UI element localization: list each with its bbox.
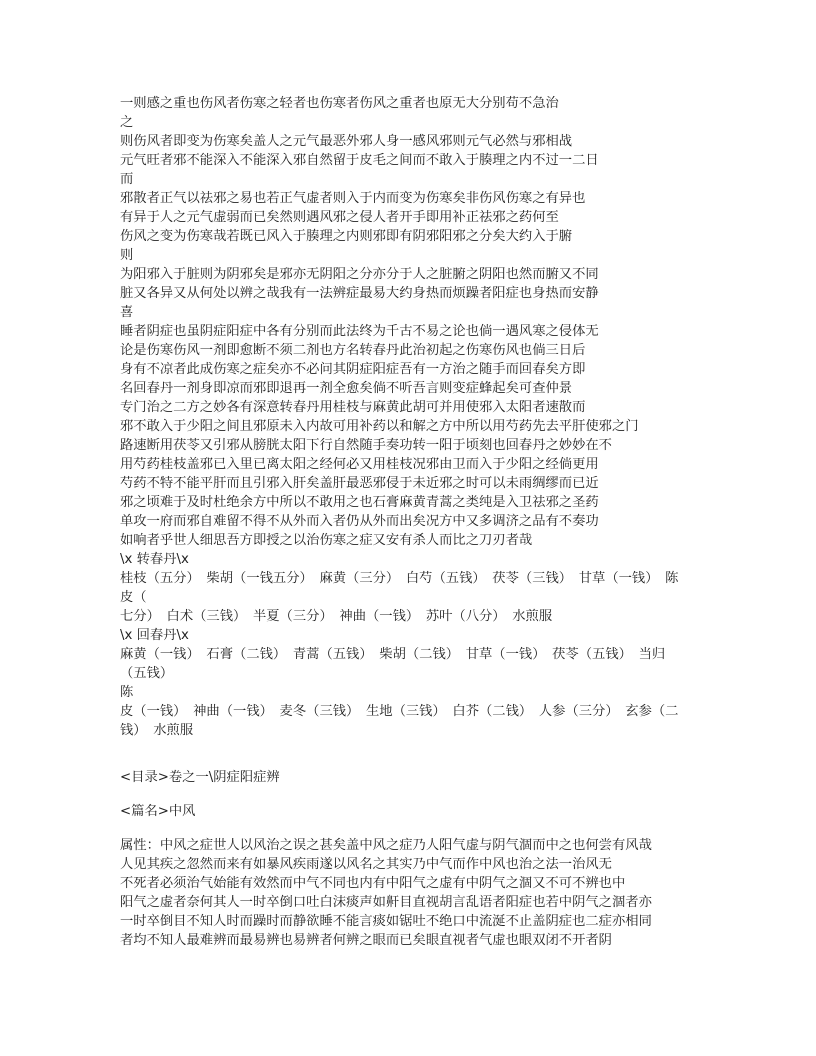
text-line: 桂枝（五分） 柴胡（一钱五分） 麻黄（三分） 白芍（五钱） 茯苓（三钱） 甘草（一钱） 陈 (120, 571, 679, 586)
text-line: \x 回春丹\x (120, 628, 189, 643)
section-main-text (120, 94, 710, 740)
text-line: 阳气之虚者奈何其人一时卒倒口吐白沫痰声如鼾目直视胡言乱语者阳症也若中阴气之涸者亦 (120, 895, 652, 910)
text-line: 论是伤寒伤风一剂即愈断不须二剂也方名转春丹此治初起之伤寒伤风也倘三日后 (120, 343, 586, 358)
text-line: 伤风之变为伤寒哉若既已风入于腠理之内则邪即有阴邪阳邪之分矣大约入于腑 (120, 229, 573, 244)
text-line: \x 转春丹\x (120, 552, 189, 567)
text-line: 一则感之重也伤风者伤寒之轻者也伤寒者伤风之重者也原无大分别苟不急治 (120, 96, 559, 111)
text-line: 皮（一钱） 神曲（一钱） 麦冬（三钱） 生地（三钱） 白芥（二钱） 人参（三分） 玄参（二 (120, 704, 679, 719)
text-line: 睡者阴症也虽阴症阳症中各有分别而此法终为千古不易之论也倘一遇风寒之侵体无 (120, 324, 599, 339)
text-line: 邪不敢入于少阳之间且邪原未入内故可用补药以和解之方中所以用芍药先去平肝使邪之门 (120, 419, 639, 434)
text-line: 不死者必须治气始能有效然而中气不同也内有中阳气之虚有中阴气之涸又不可不辨也中 (120, 876, 626, 891)
text-line: 有异于人之元气虚弱而已矣然则遇风邪之侵人者开手即用补正祛邪之药何至 (120, 210, 559, 225)
text-line: 陈 (120, 685, 134, 700)
text-line: 人见其疾之忽然而来有如暴风疾雨遂以风名之其实乃中气而作中风也治之法一治风无 (120, 857, 612, 872)
section-zhongfeng-text (120, 836, 710, 950)
text-line: 七分） 白术（三钱） 半夏（三分） 神曲（一钱） 苏叶（八分） 水煎服 (120, 609, 553, 624)
toc-heading: <目录>卷之一\阴症阳症辨 (120, 770, 280, 785)
toc-heading-block (120, 768, 710, 787)
text-line: 芍药不特不能平肝而且引邪入肝矣盖肝最恶邪侵于未近邪之时可以未雨绸缪而已近 (120, 476, 599, 491)
text-line: 名回春丹一剂身即凉而邪即退再一剂全愈矣倘不听吾言则变症蜂起矣可查仲景 (120, 381, 573, 396)
text-line: 喜 (120, 305, 134, 320)
text-line: 则伤风者即变为伤寒矣盖人之元气最恶外邪人身一感风邪则元气必然与邪相战 (120, 134, 573, 149)
chapter-heading: <篇名>中风 (120, 804, 196, 819)
text-line: 者均不知人最难辨而最易辨也易辨者何辨之眼而已矣眼直视者气虚也眼双闭不开者阴 (120, 933, 612, 948)
text-line: 邪之顷难于及时杜绝余方中所以不敢用之也石膏麻黄青蒿之类纯是入卫祛邪之圣药 (120, 495, 599, 510)
text-line: 之 (120, 115, 134, 130)
text-line: 皮（ (120, 590, 147, 605)
text-line: 脏又各异又从何处以辨之哉我有一法辨症最易大约身热而烦躁者阳症也身热而安静 (120, 286, 599, 301)
text-line: 身有不凉者此成伤寒之症矣亦不必问其阴症阳症吾有一方治之随手而回春矣方即 (120, 362, 586, 377)
text-line: 麻黄（一钱） 石膏（二钱） 青蒿（五钱） 柴胡（二钱） 甘草（一钱） 茯苓（五钱） 当归 (120, 647, 666, 662)
text-line: （五钱） (120, 666, 174, 681)
text-line: 而 (120, 172, 134, 187)
text-line: 用芍药桂枝盖邪已入里已离太阳之经何必又用桂枝况邪由卫而入于少阳之经倘更用 (120, 457, 599, 472)
text-line: 钱） 水煎服 (120, 723, 194, 738)
text-line: 单攻一府而邪自难留不得不从外而入者仍从外而出矣况方中又多调济之品有不奏功 (120, 514, 599, 529)
text-line: 属性：中风之症世人以风治之误之甚矣盖中风之症乃人阳气虚与阴气涸而中之也何尝有风哉 (120, 838, 652, 853)
text-line: 为阳邪入于脏则为阴邪矣是邪亦无阴阳之分亦分于人之脏腑之阴阳也然而腑又不同 (120, 267, 599, 282)
text-line: 专门治之二方之妙各有深意转春丹用桂枝与麻黄此胡可并用使邪入太阳者速散而 (120, 400, 586, 415)
chapter-heading-block (120, 802, 710, 821)
text-line: 则 (120, 248, 134, 263)
text-line: 邪散者正气以祛邪之易也若正气虚者则入于内而变为伤寒矣非伤风伤寒之有异也 (120, 191, 586, 206)
text-line: 路速断用茯苓又引邪从膀胱太阳下行自然随手奏功转一阳于顷刻也回春丹之妙妙在不 (120, 438, 612, 453)
text-line: 元气旺者邪不能深入不能深入邪自然留于皮毛之间而不敢入于腠理之内不过一二日 (120, 153, 599, 168)
text-line: 一时卒倒目不知人时而躁时而静欲睡不能言痰如锯吐不绝口中流涎不止盖阴症也二症亦相同 (120, 914, 652, 929)
text-line: 如响者乎世人细思吾方即授之以治伤寒之症又安有杀人而比之刀刃者哉 (120, 533, 533, 548)
